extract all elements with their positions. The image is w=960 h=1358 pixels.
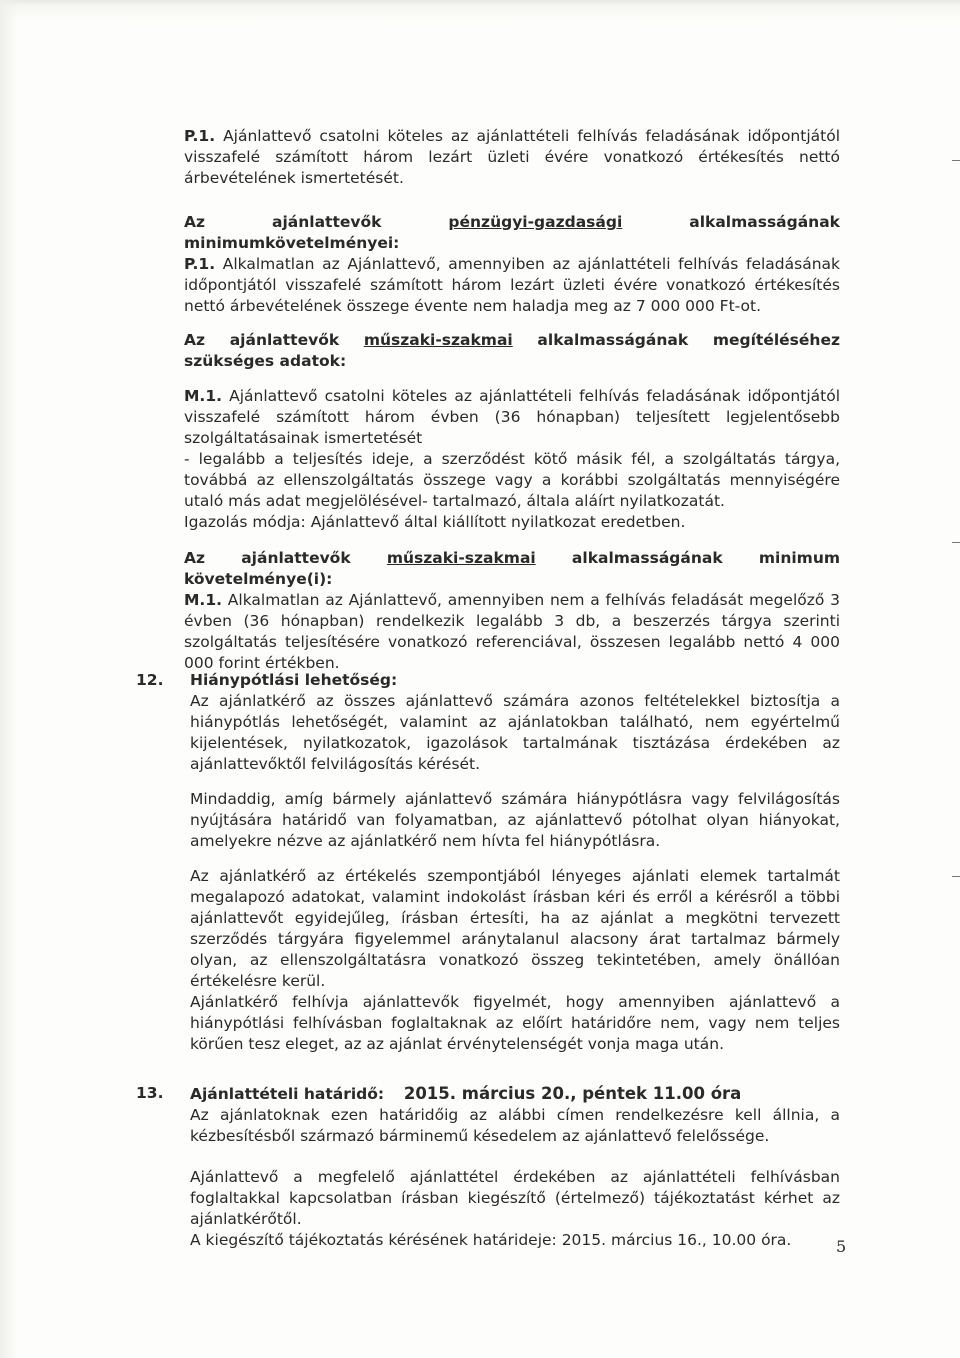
tech-min-text: Alkalmatlan az Ajánlattevő, amennyiben nem a felhívás feladását megelőző 3 évben (36 hónapban) rendelkezik legalább 3 db, a beszerzés tárgya szerinti szolgáltatás teljesítésére vonatkozó referenciával, összesen legalább nettó 4 000 000 forint értékben.: [184, 591, 840, 672]
section-13-deadline: 2015. március 20., péntek 11.00 óra: [403, 1084, 742, 1103]
scan-top-edge: [0, 0, 960, 22]
section-13-para1: Az ajánlatoknak ezen határidőig az alábbi címen rendelkezésre kell állnia, a kézbesítésből származó bárminemű késedelem az ajánlattevő felelőssége.: [190, 1106, 840, 1145]
tech-min-heading: Az ajánlattevők műszaki-szakmai alkalmasságának minimum követelménye(i):: [184, 549, 840, 588]
m1-text: Ajánlattevő csatolni köteles az ajánlattételi felhívás feladásának időpontjától visszafelé számított három évben (36 hónapban) teljesített legjelentősebb szolgáltatásainak ismertetését: [184, 387, 841, 447]
financial-min-heading: Az ajánlattevők pénzügyi-gazdasági alkalmasságának minimumkövetelményei:: [184, 213, 840, 252]
section-12-title: Hiánypótlási lehetőség:: [190, 671, 398, 689]
tech-data-heading: Az ajánlattevők műszaki-szakmai alkalmasságának megítéléséhez szükséges adatok:: [184, 331, 840, 370]
section-13-number: 13.: [136, 1084, 164, 1102]
section-13-para2: Ajánlattevő a megfelelő ajánlattétel érdekében az ajánlattételi felhívásban foglaltakkal kapcsolatban írásban kiegészítő (értelmező) tájékoztatást kérhet az ajánlatkérőtől.: [190, 1168, 840, 1228]
scan-edge-mark: [952, 876, 960, 877]
financial-min-label: P.1.: [184, 255, 216, 273]
page-number: 5: [836, 1237, 847, 1256]
financial-min-section: [184, 212, 840, 317]
section-12-para1: Az ajánlatkérő az összes ajánlattevő számára azonos feltételekkel biztosítja a hiánypótlás lehetőségét, valamint az ajánlatokban található, nem egyértelmű kijelentések, nyilatkozatok, igazolások tartalmának tisztázása érdekében az ajánlattevőktől felvilágosítás kérését.: [190, 692, 840, 773]
section-12-number: 12.: [136, 671, 164, 689]
m1-label: M.1.: [184, 387, 222, 405]
financial-min-text: Alkalmatlan az Ajánlattevő, amennyiben az ajánlattételi felhívás feladásának időpontjától visszafelé számított három lezárt üzleti évére vonatkozó értékesítés nettó árbevételének összege évente nem haladja meg az 7 000 000 Ft-ot.: [184, 255, 840, 315]
section-12-para2: Mindaddig, amíg bármely ajánlattevő számára hiánypótlásra vagy felvilágosítás nyújtására határidő van folyamatban, az ajánlattevő pótolhat olyan hiányokat, amelyekre nézve az ajánlatkérő nem hívta fel hiánypótlásra.: [190, 790, 840, 850]
m1-bullet: - legalább a teljesítés ideje, a szerződést kötő másik fél, a szolgáltatás tárgya, továbbá az ellenszolgáltatás összege vagy a korábbi szolgáltatás mennyiségére utaló más adat megjelölésével- tartalmazó, általa aláírt nyilatkozatát.: [184, 450, 840, 510]
m1-section: [184, 386, 840, 533]
tech-min-label: M.1.: [184, 591, 222, 609]
tech-min-section: [184, 548, 840, 674]
section-12-para3: Az ajánlatkérő az értékelés szempontjából lényeges ajánlati elemek tartalmát megalapozó adatokat, valamint indokolást írásban kéri és erről a kérésről a többi ajánlattevőt egyidejűleg, írásban értesíti, ha az ajánlat a megkötni tervezett szerződés tárgyára figyelemmel aránytalanul alacsony árat tartalmaz bármely olyan, az ellenszolgáltatásra vonatkozó összeg tekintetében, amely önállóan értékelésre kerül.: [190, 867, 840, 990]
section-13: [190, 1083, 840, 1251]
scan-edge-mark: [952, 160, 960, 161]
section-12: [190, 670, 840, 1055]
p1-text: Ajánlattevő csatolni köteles az ajánlattételi felhívás feladásának időpontjától visszafelé számított három lezárt üzleti évére vonatkozó értékesítés nettó árbevételének ismertetését.: [184, 127, 840, 187]
p1-paragraph: [184, 126, 840, 189]
scan-left-edge: [0, 0, 18, 1358]
m1-proof: Igazolás módja: Ajánlattevő által kiállított nyilatkozat eredetben.: [184, 513, 686, 531]
p1-label: P.1.: [184, 127, 216, 145]
section-13-title: Ajánlattételi határidő:: [190, 1085, 385, 1103]
scan-edge-mark: [952, 542, 960, 543]
section-12-para4: Ajánlatkérő felhívja ajánlattevők figyelmét, hogy amennyiben ajánlattevő a hiánypótlási felhívásban foglaltaknak az előírt határidőre nem, vagy nem teljes körűen tesz eleget, az az ajánlat érvénytelenségét vonja maga után.: [190, 993, 840, 1053]
section-13-para3: A kiegészítő tájékoztatás kérésének határideje: 2015. március 16., 10.00 óra.: [190, 1231, 792, 1249]
